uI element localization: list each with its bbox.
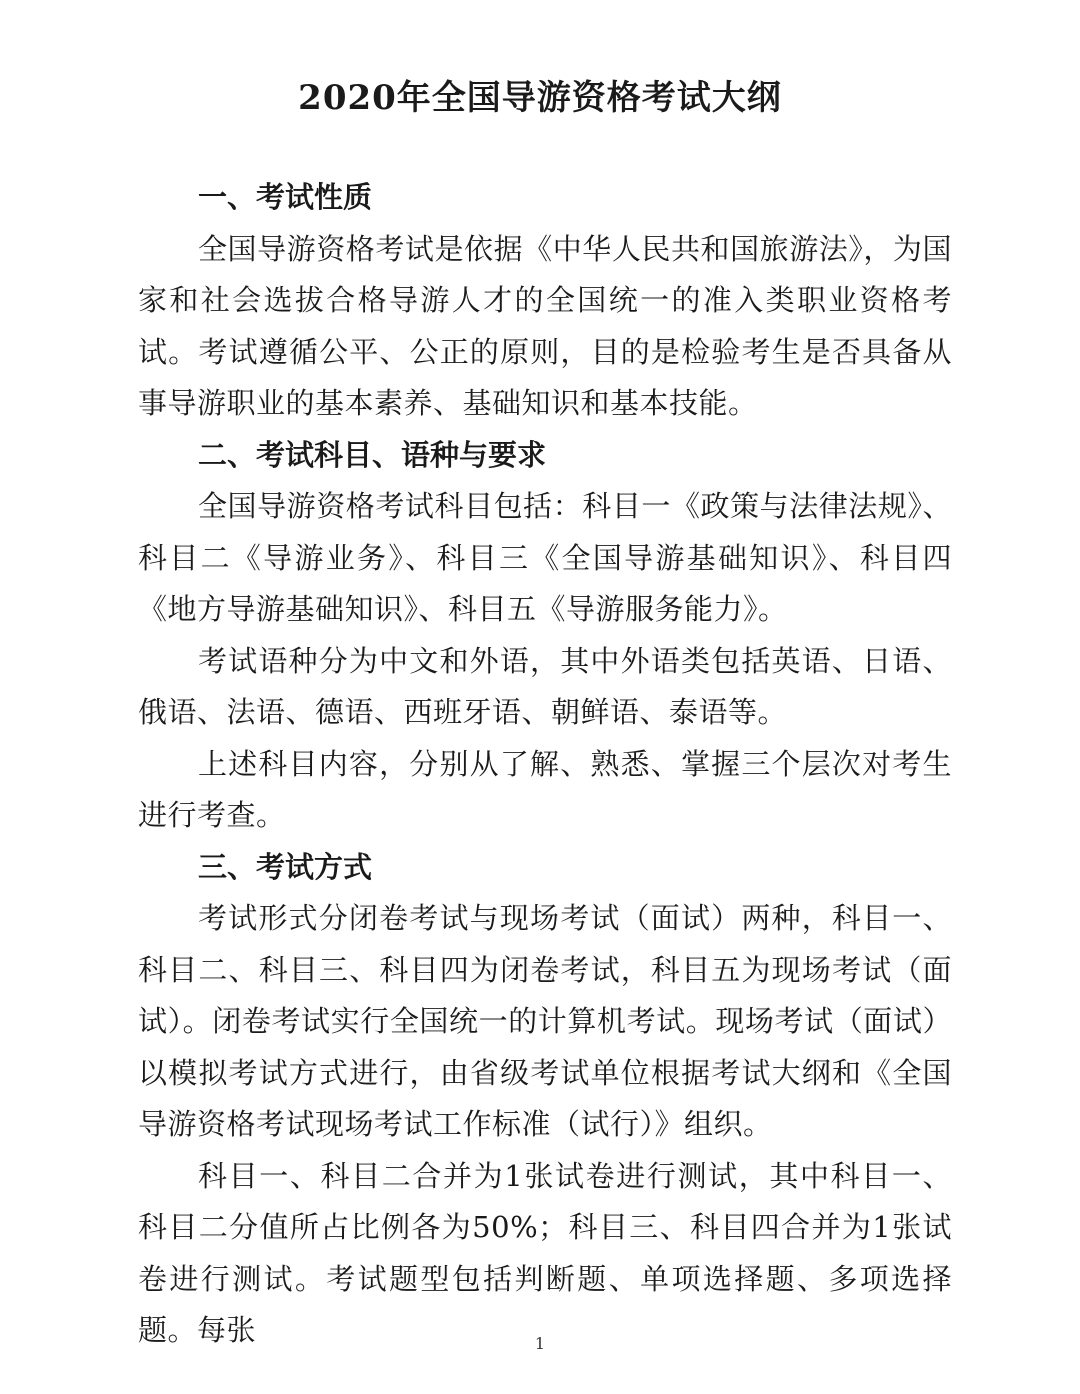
paragraph: 上述科目内容，分别从了解、熟悉、掌握三个层次对考生进行考查。 xyxy=(138,746,952,832)
section-exam-nature xyxy=(138,172,952,430)
paragraph: 考试形式分闭卷考试与现场考试（面试）两种，科目一、科目二、科目三、科目四为闭卷考试，科目五为现场考试（面试）。闭卷考试实行全国统一的计算机考试。现场考试（面试）以模拟考试方式进行，由省级考试单位根据考试大纲和《全国导游资格考试现场考试工作标准（试行）》组织。 xyxy=(138,901,952,1141)
document-body xyxy=(138,172,952,1357)
page-number: 1 xyxy=(534,1334,546,1353)
paragraph: 考试语种分为中文和外语，其中外语类包括英语、日语、俄语、法语、德语、西班牙语、朝鲜语、泰语等。 xyxy=(138,643,952,729)
document-title: 2020年全国导游资格考试大纲 xyxy=(298,78,782,118)
section-heading: 一、考试性质 xyxy=(198,180,373,214)
paragraph: 全国导游资格考试是依据《中华人民共和国旅游法》，为国家和社会选拔合格导游人才的全国统一的准入类职业资格考试。考试遵循公平、公正的原则，目的是检验考生是否具备从事导游职业的基本素养、基础知识和基本技能。 xyxy=(138,231,952,420)
section-heading: 二、考试科目、语种与要求 xyxy=(198,437,547,472)
paragraph: 科目一、科目二合并为1张试卷进行测试，其中科目一、科目二分值所占比例各为50%；科目三、科目四合并为1张试卷进行测试。考试题型包括判断题、单项选择题、多项选择题。每张 xyxy=(138,1158,952,1347)
section-exam-subjects xyxy=(138,430,952,842)
section-heading: 三、考试方式 xyxy=(198,849,373,884)
paragraph: 全国导游资格考试科目包括：科目一《政策与法律法规》、科目二《导游业务》、科目三《全国导游基础知识》、科目四《地方导游基础知识》、科目五《导游服务能力》。 xyxy=(138,489,952,626)
section-exam-method xyxy=(138,842,952,1357)
